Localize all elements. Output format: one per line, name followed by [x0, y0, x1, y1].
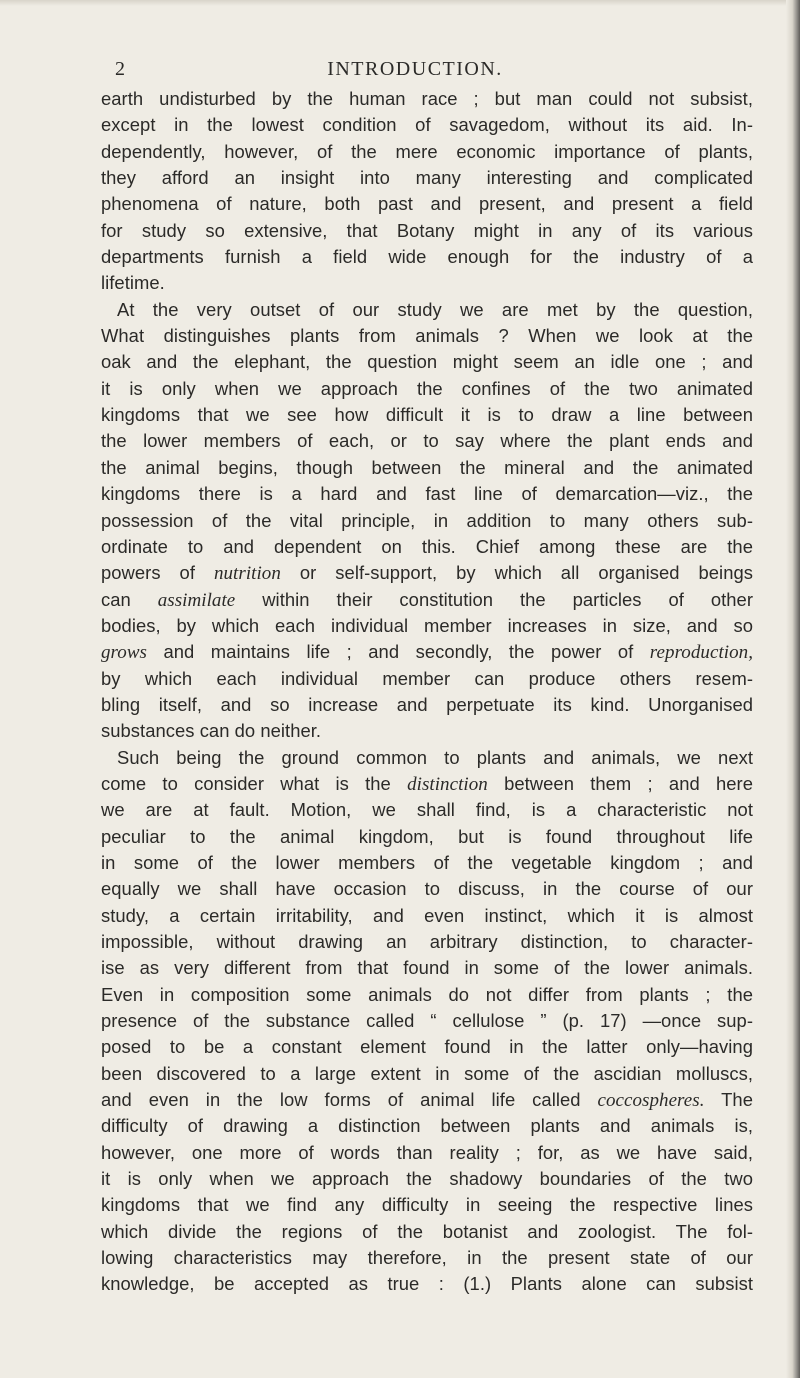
page-edge-shadow [786, 0, 800, 1378]
text-line [101, 218, 753, 244]
text-run: substances can do neither. [101, 720, 322, 742]
text-line [101, 639, 753, 665]
text-line [101, 297, 753, 323]
text-line [101, 86, 753, 112]
text-run: oak and the elephant, the question might seem an idle one ; and [101, 351, 753, 373]
text-run: lowing characteristics may therefore, in the present state of our [101, 1247, 753, 1269]
text-run: dependently, however, of the mere economic importance of plants, [101, 140, 753, 162]
text-run: Even in composition some animals do not differ from plants ; the [101, 983, 753, 1005]
text-line [101, 876, 753, 902]
text-line [101, 1166, 753, 1192]
text-run: bodies, by which each individual member increases in size, and so [101, 614, 753, 636]
italic-term: assimilate [157, 589, 236, 611]
text-line [101, 1219, 753, 1245]
text-line [101, 560, 753, 586]
text-run: they afford an insight into many interesting and complicated [101, 167, 753, 189]
text-line [101, 428, 753, 454]
text-run: possession of the vital principle, in addition to many others sub- [101, 509, 753, 531]
text-line [101, 1140, 753, 1166]
text-line [101, 1008, 753, 1034]
text-line [101, 718, 753, 744]
text-line [101, 165, 753, 191]
italic-term: grows [101, 642, 148, 664]
text-run: Such being the ground common to plants and animals, we next [117, 746, 753, 768]
text-line [101, 613, 753, 639]
text-line [101, 955, 753, 981]
text-run: kingdoms there is a hard and fast line of demarcation—viz., the [101, 483, 753, 505]
italic-term: coccospheres. [597, 1090, 705, 1112]
text-line [101, 376, 753, 402]
text-run: knowledge, be accepted as true : (1.) Plants alone can subsist [101, 1273, 753, 1295]
text-run: the animal begins, though between the mineral and the animated [101, 456, 753, 478]
text-line [101, 191, 753, 217]
page-header [0, 58, 790, 88]
text-run: by which each individual member can produce others resem- [101, 667, 753, 689]
running-head: INTRODUCTION. [327, 58, 503, 80]
text-line [101, 771, 753, 797]
text-run: it is only when we approach the shadowy boundaries of the two [101, 1168, 753, 1190]
text-run: except in the lowest condition of savagedom, without its aid. In- [101, 114, 753, 136]
text-run: presence of the substance called “ cellulose ” (p. 17) —once sup- [101, 1010, 753, 1032]
text-line [101, 745, 753, 771]
text-line [101, 929, 753, 955]
text-run: earth undisturbed by the human race ; but man could not subsist, [101, 88, 753, 109]
text-run: it is only when we approach the confines of the two animated [101, 377, 753, 399]
text-run: ise as very different from that found in some of the lower animals. [101, 957, 753, 979]
page-number: 2 [115, 58, 126, 80]
text-run: ordinate to and dependent on this. Chief among these are the [101, 535, 753, 557]
text-line [101, 481, 753, 507]
text-run: The [704, 1089, 753, 1111]
italic-term: nutrition [213, 563, 281, 585]
text-run: we are at fault. Motion, we shall find, is a characteristic not [101, 799, 753, 821]
text-line [101, 1271, 753, 1297]
body-text [101, 86, 753, 1298]
text-run: powers of [101, 562, 214, 584]
text-line [101, 587, 753, 613]
text-run: and even in the low forms of animal life called [101, 1089, 598, 1111]
text-line [101, 903, 753, 929]
text-run: and maintains life ; and secondly, the power of [147, 641, 650, 663]
text-line [101, 1113, 753, 1139]
text-line [101, 508, 753, 534]
text-run: been discovered to a large extent in some of the ascidian molluscs, [101, 1062, 753, 1084]
text-run: for study so extensive, that Botany might in any of its various [101, 219, 753, 241]
text-run: or self-support, by which all organised beings [280, 562, 753, 584]
text-run: can [101, 588, 158, 610]
text-line [101, 982, 753, 1008]
page-top-shadow [0, 0, 800, 6]
text-line [101, 349, 753, 375]
text-line [101, 455, 753, 481]
italic-term: reproduction, [649, 642, 753, 664]
text-line [101, 139, 753, 165]
text-run: departments furnish a field wide enough for the industry of a [101, 246, 753, 268]
text-line [101, 244, 753, 270]
text-line [101, 534, 753, 560]
text-run: phenomena of nature, both past and present, and present a field [101, 193, 753, 215]
text-run: lifetime. [101, 272, 165, 294]
text-line [101, 797, 753, 823]
text-run: in some of the lower members of the vegetable kingdom ; and [101, 851, 753, 873]
text-line [101, 1034, 753, 1060]
text-line [101, 1061, 753, 1087]
text-run: between them ; and here [487, 772, 754, 794]
text-line [101, 1245, 753, 1271]
text-line [101, 824, 753, 850]
text-run: posed to be a constant element found in the latter only—having [101, 1036, 753, 1058]
text-line [101, 270, 753, 296]
text-run: kingdoms that we find any difficulty in seeing the respective lines [101, 1194, 753, 1216]
text-run: impossible, without drawing an arbitrary distinction, to character- [101, 931, 753, 952]
text-line [101, 692, 753, 718]
text-line [101, 850, 753, 876]
text-run: come to consider what is the [101, 772, 408, 794]
text-line [101, 666, 753, 692]
text-line [101, 1087, 753, 1113]
text-run: within their constitution the particles of other [235, 588, 753, 610]
text-run: study, a certain irritability, and even instinct, which it is almost [101, 904, 753, 926]
text-run: bling itself, and so increase and perpetuate its kind. Unorganised [101, 693, 753, 715]
text-line [101, 1192, 753, 1218]
text-run: kingdoms that we see how difficult it is to draw a line between [101, 404, 753, 426]
text-run: however, one more of words than reality ; for, as we have said, [101, 1141, 753, 1163]
text-run: peculiar to the animal kingdom, but is found throughout life [101, 825, 753, 847]
text-run: What distinguishes plants from animals ? When we look at the [101, 325, 753, 347]
italic-term: distinction [407, 773, 488, 795]
text-run: At the very outset of our study we are met by the question, [117, 298, 753, 320]
text-line [101, 112, 753, 138]
text-run: difficulty of drawing a distinction between plants and animals is, [101, 1115, 753, 1137]
text-run: equally we shall have occasion to discuss, in the course of our [101, 878, 753, 900]
text-line [101, 323, 753, 349]
text-run: the lower members of each, or to say where the plant ends and [101, 430, 753, 452]
text-line [101, 402, 753, 428]
text-run: which divide the regions of the botanist and zoologist. The fol- [101, 1220, 753, 1242]
